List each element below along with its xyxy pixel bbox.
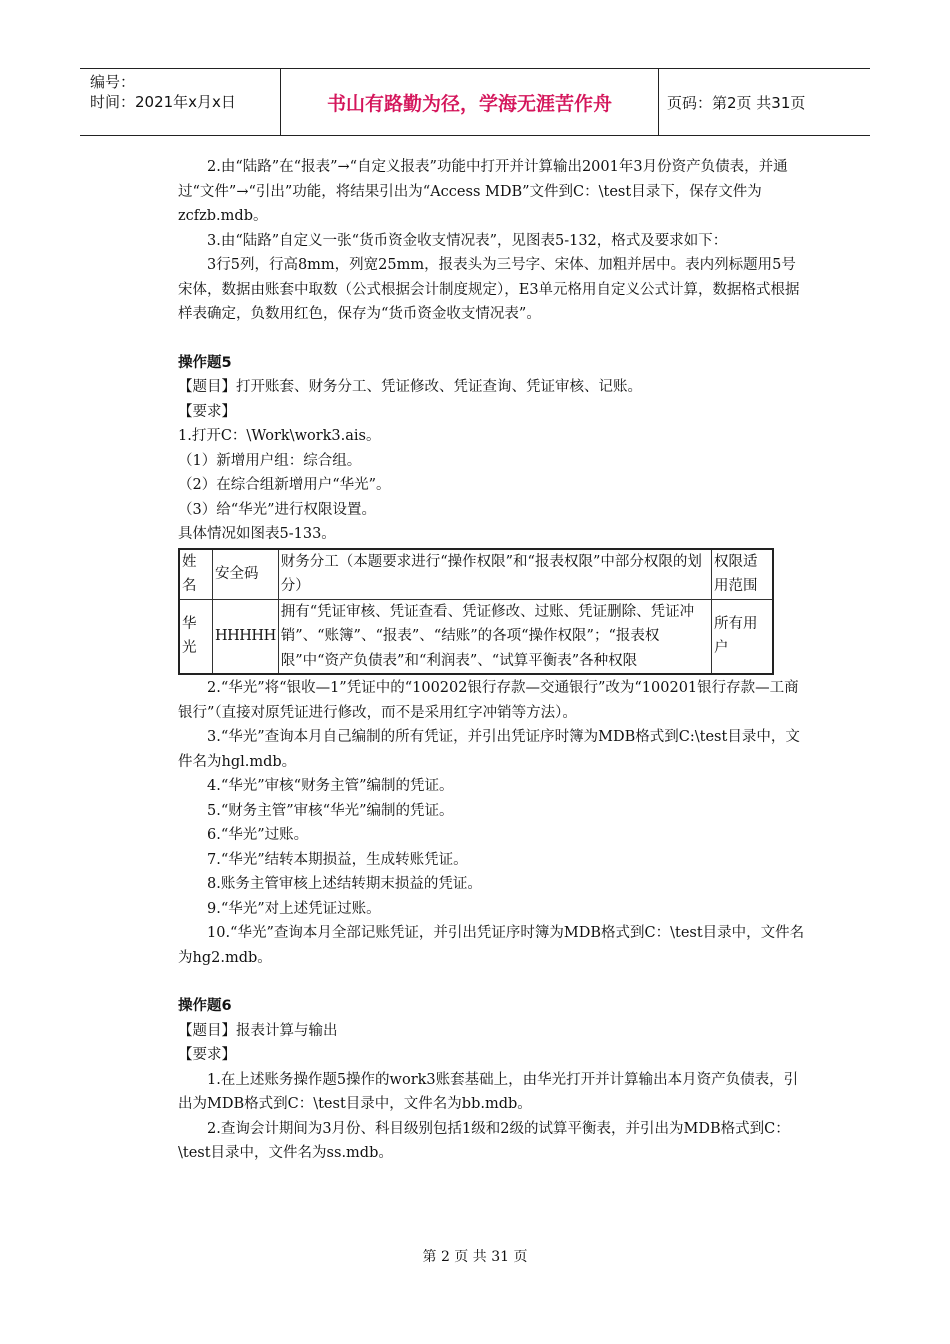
step-line: （2）在综合组新增用户“华光”。 (178, 477, 391, 493)
paragraph: 3行5列，行高8mm，列宽25mm，报表头为三号字、宋体、加粗并居中。表内列标题用5号宋体，数据由账套中取数（公式根据会计制度规定），E3单元格用自定义公式计算，数据格式根据样表确定，负数用红色，保存为“货币资金收支情况表”。 (178, 257, 800, 322)
step-line: （1）新增用户组：综合组。 (178, 452, 362, 469)
section-title-op6: 操作题6 (178, 998, 232, 1014)
step-line: 1.在上述账务操作题5操作的work3账套基础上，由华光打开并计算输出本月资产负债表，引出为MDB格式到C：\test目录中，文件名为bb.mdb。 (178, 1071, 799, 1112)
step-line: 2.查询会计期间为3月份、科目级别包括1级和2级的试算平衡表，并引出为MDB格式到C：\test目录中，文件名为ss.mdb。 (178, 1120, 790, 1161)
step-line: 2.“华光”将“银收—1”凭证中的“100202银行存款—交通银行”改为“100201银行存款—工商银行”（直接对原凭证进行修改，而不是采用红字冲销等方法）。 (178, 680, 799, 721)
step-line: 具体情况如图表5-133。 (178, 526, 336, 542)
header-page-info: 页码：第2页 共31页 (667, 93, 806, 112)
topic-line: 【题目】报表计算与输出 (178, 1022, 338, 1039)
time-label: 时间：2021年x月x日 (90, 93, 236, 111)
table-cell: 所有用户 (712, 599, 774, 674)
table-cell: HHHHH (213, 599, 279, 674)
paragraph: 3.由“陆路”自定义一张“货币资金收支情况表”，见图表5-132，格式及要求如下： (207, 232, 728, 249)
table-cell: 拥有“凭证审核、凭证查看、凭证修改、过账、凭证删除、凭证冲销”、“账簿”、“报表”、“结账”的各项“操作权限”；“报表权限”中“资产负债表”和“利润表”、“试算平衡表”各种权限 (278, 599, 711, 674)
step-line: 5.“财务主管”审核“华光”编制的凭证。 (207, 802, 454, 819)
topic-line: 【题目】打开账套、财务分工、凭证修改、凭证查询、凭证审核、记账。 (178, 379, 642, 395)
permission-table (178, 548, 774, 676)
step-line: 9.“华光”对上述凭证过账。 (207, 900, 381, 917)
step-line: 1.打开C：\Work\work3.ais。 (178, 428, 381, 444)
requirement-label: 【要求】 (178, 1047, 236, 1063)
header-cell: 姓名 (179, 549, 213, 600)
table-cell: 华光 (179, 599, 213, 674)
header-cell: 财务分工（本题要求进行“操作权限”和“报表权限”中部分权限的划分） (278, 549, 711, 600)
requirement-label: 【要求】 (178, 403, 236, 420)
header-motto: 书山有路勤为径，学海无涯苦作舟 (281, 69, 659, 135)
header-meta (80, 69, 281, 135)
step-line: 6.“华光”过账。 (207, 827, 309, 843)
step-line: 3.“华光”查询本月自己编制的所有凭证，并引出凭证序时簿为MDB格式到C:\test目录中，文件名为hgl.mdb。 (178, 729, 800, 770)
step-line: 4.“华光”审核“财务主管”编制的凭证。 (207, 778, 454, 794)
paragraph: 2.由“陆路”在“报表”→“自定义报表”功能中打开并计算输出2001年3月份资产负债表，并通过“文件”→“引出”功能，将结果引出为“Access MDB”文件到C：\test目录下，保存文件为zcfzb.mdb。 (178, 159, 788, 224)
table-row (179, 599, 773, 674)
page-footer: 第 2 页 共 31 页 (422, 1249, 528, 1265)
table-header-row (179, 549, 773, 600)
header-cell: 安全码 (213, 549, 279, 600)
document-body (178, 155, 808, 1166)
page-header (80, 68, 870, 136)
step-line: 10.“华光”查询本月全部记账凭证，并引出凭证序时簿为MDB格式到C：\test目录中，文件名为hg2.mdb。 (178, 925, 805, 966)
step-line: （3）给“华光”进行权限设置。 (178, 501, 377, 518)
step-line: 8.账务主管审核上述结转期末损益的凭证。 (207, 876, 482, 892)
step-line: 7.“华光”结转本期损益，生成转账凭证。 (207, 851, 468, 868)
section-title-op5: 操作题5 (178, 354, 232, 371)
number-label: 编号： (90, 73, 136, 91)
header-cell: 权限适用范围 (712, 549, 774, 600)
